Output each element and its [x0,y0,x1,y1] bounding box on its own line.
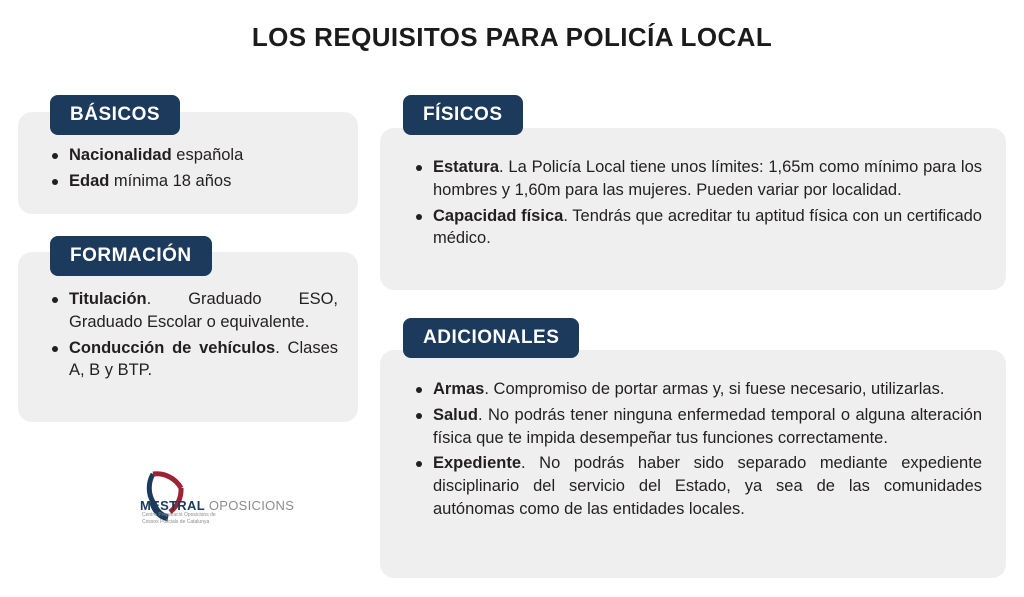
badge-adicionales: ADICIONALES [403,318,579,358]
page-title: LOS REQUISITOS PARA POLICÍA LOCAL [251,22,773,52]
badge-formacion: FORMACIÓN [50,236,212,276]
item-lead: Edad [69,171,110,190]
list-item [412,378,982,401]
item-rest: . No podrás tener ninguna enfermedad temporal o alguna alteración física que te impida desempeñar tus funciones correctamente. [433,405,982,447]
logo-name-light: OPOSICIONS [204,498,295,513]
item-rest: . La Policía Local tiene unos límites: 1,65m como mínimo para los hombres y 1,60m para las mujeres. Pueden variar por localidad. [433,158,982,199]
item-lead: Titulación [69,290,147,308]
list-item [48,170,340,193]
badge-fisicos: FÍSICOS [403,95,523,135]
badge-basicos: BÁSICOS [50,95,180,135]
item-rest: mínima 18 años [109,171,232,190]
logo-wordmark [140,498,294,513]
list-basicos [48,144,340,193]
list-item [412,156,982,202]
item-rest: . Compromiso de portar armas y, si fuese necesario, utilizarlas. [484,380,945,398]
item-lead: Salud [433,405,478,424]
item-lead: Capacidad física [433,206,564,225]
card-adicionales-body [412,378,982,521]
list-adicionales [412,378,982,521]
item-lead: Nacionalidad [69,146,172,164]
logo-tagline [142,512,216,526]
logo-name-bold: MESTRAL [140,498,205,513]
logo-tagline-line1: Centre Preparació Oposicions de [142,512,216,518]
item-rest: española [171,146,244,164]
list-item [412,452,982,520]
item-rest: . Clases A, B y BTP. [69,338,338,380]
list-fisicos [412,156,982,250]
item-lead: Armas [433,380,485,398]
card-formacion-body [48,288,338,382]
list-item [412,205,982,251]
item-lead: Estatura [433,158,500,176]
item-rest: . Graduado ESO, Graduado Escolar o equivalente. [69,290,338,331]
logo-tagline-line2: Cossos Policials de Catalunya [142,518,210,525]
card-formacion [18,252,358,422]
card-basicos-body [48,144,340,193]
list-item [48,144,340,167]
mestral-logo [108,462,295,532]
card-adicionales [380,350,1006,578]
card-fisicos-body [412,156,982,250]
list-item [48,288,338,334]
item-lead: Expediente [433,454,522,473]
item-rest: . No podrás haber sido separado mediante expediente disciplinario del servicio del Estado, ya sea de las comunidades autónomas como de las entidades locales. [433,454,982,518]
list-item [412,404,982,450]
list-formacion [48,288,338,382]
card-fisicos [380,128,1006,290]
item-lead: Conducción de vehículos [69,338,276,357]
list-item [48,337,338,383]
item-rest: . Tendrás que acreditar tu aptitud física con un certificado médico. [433,206,982,248]
